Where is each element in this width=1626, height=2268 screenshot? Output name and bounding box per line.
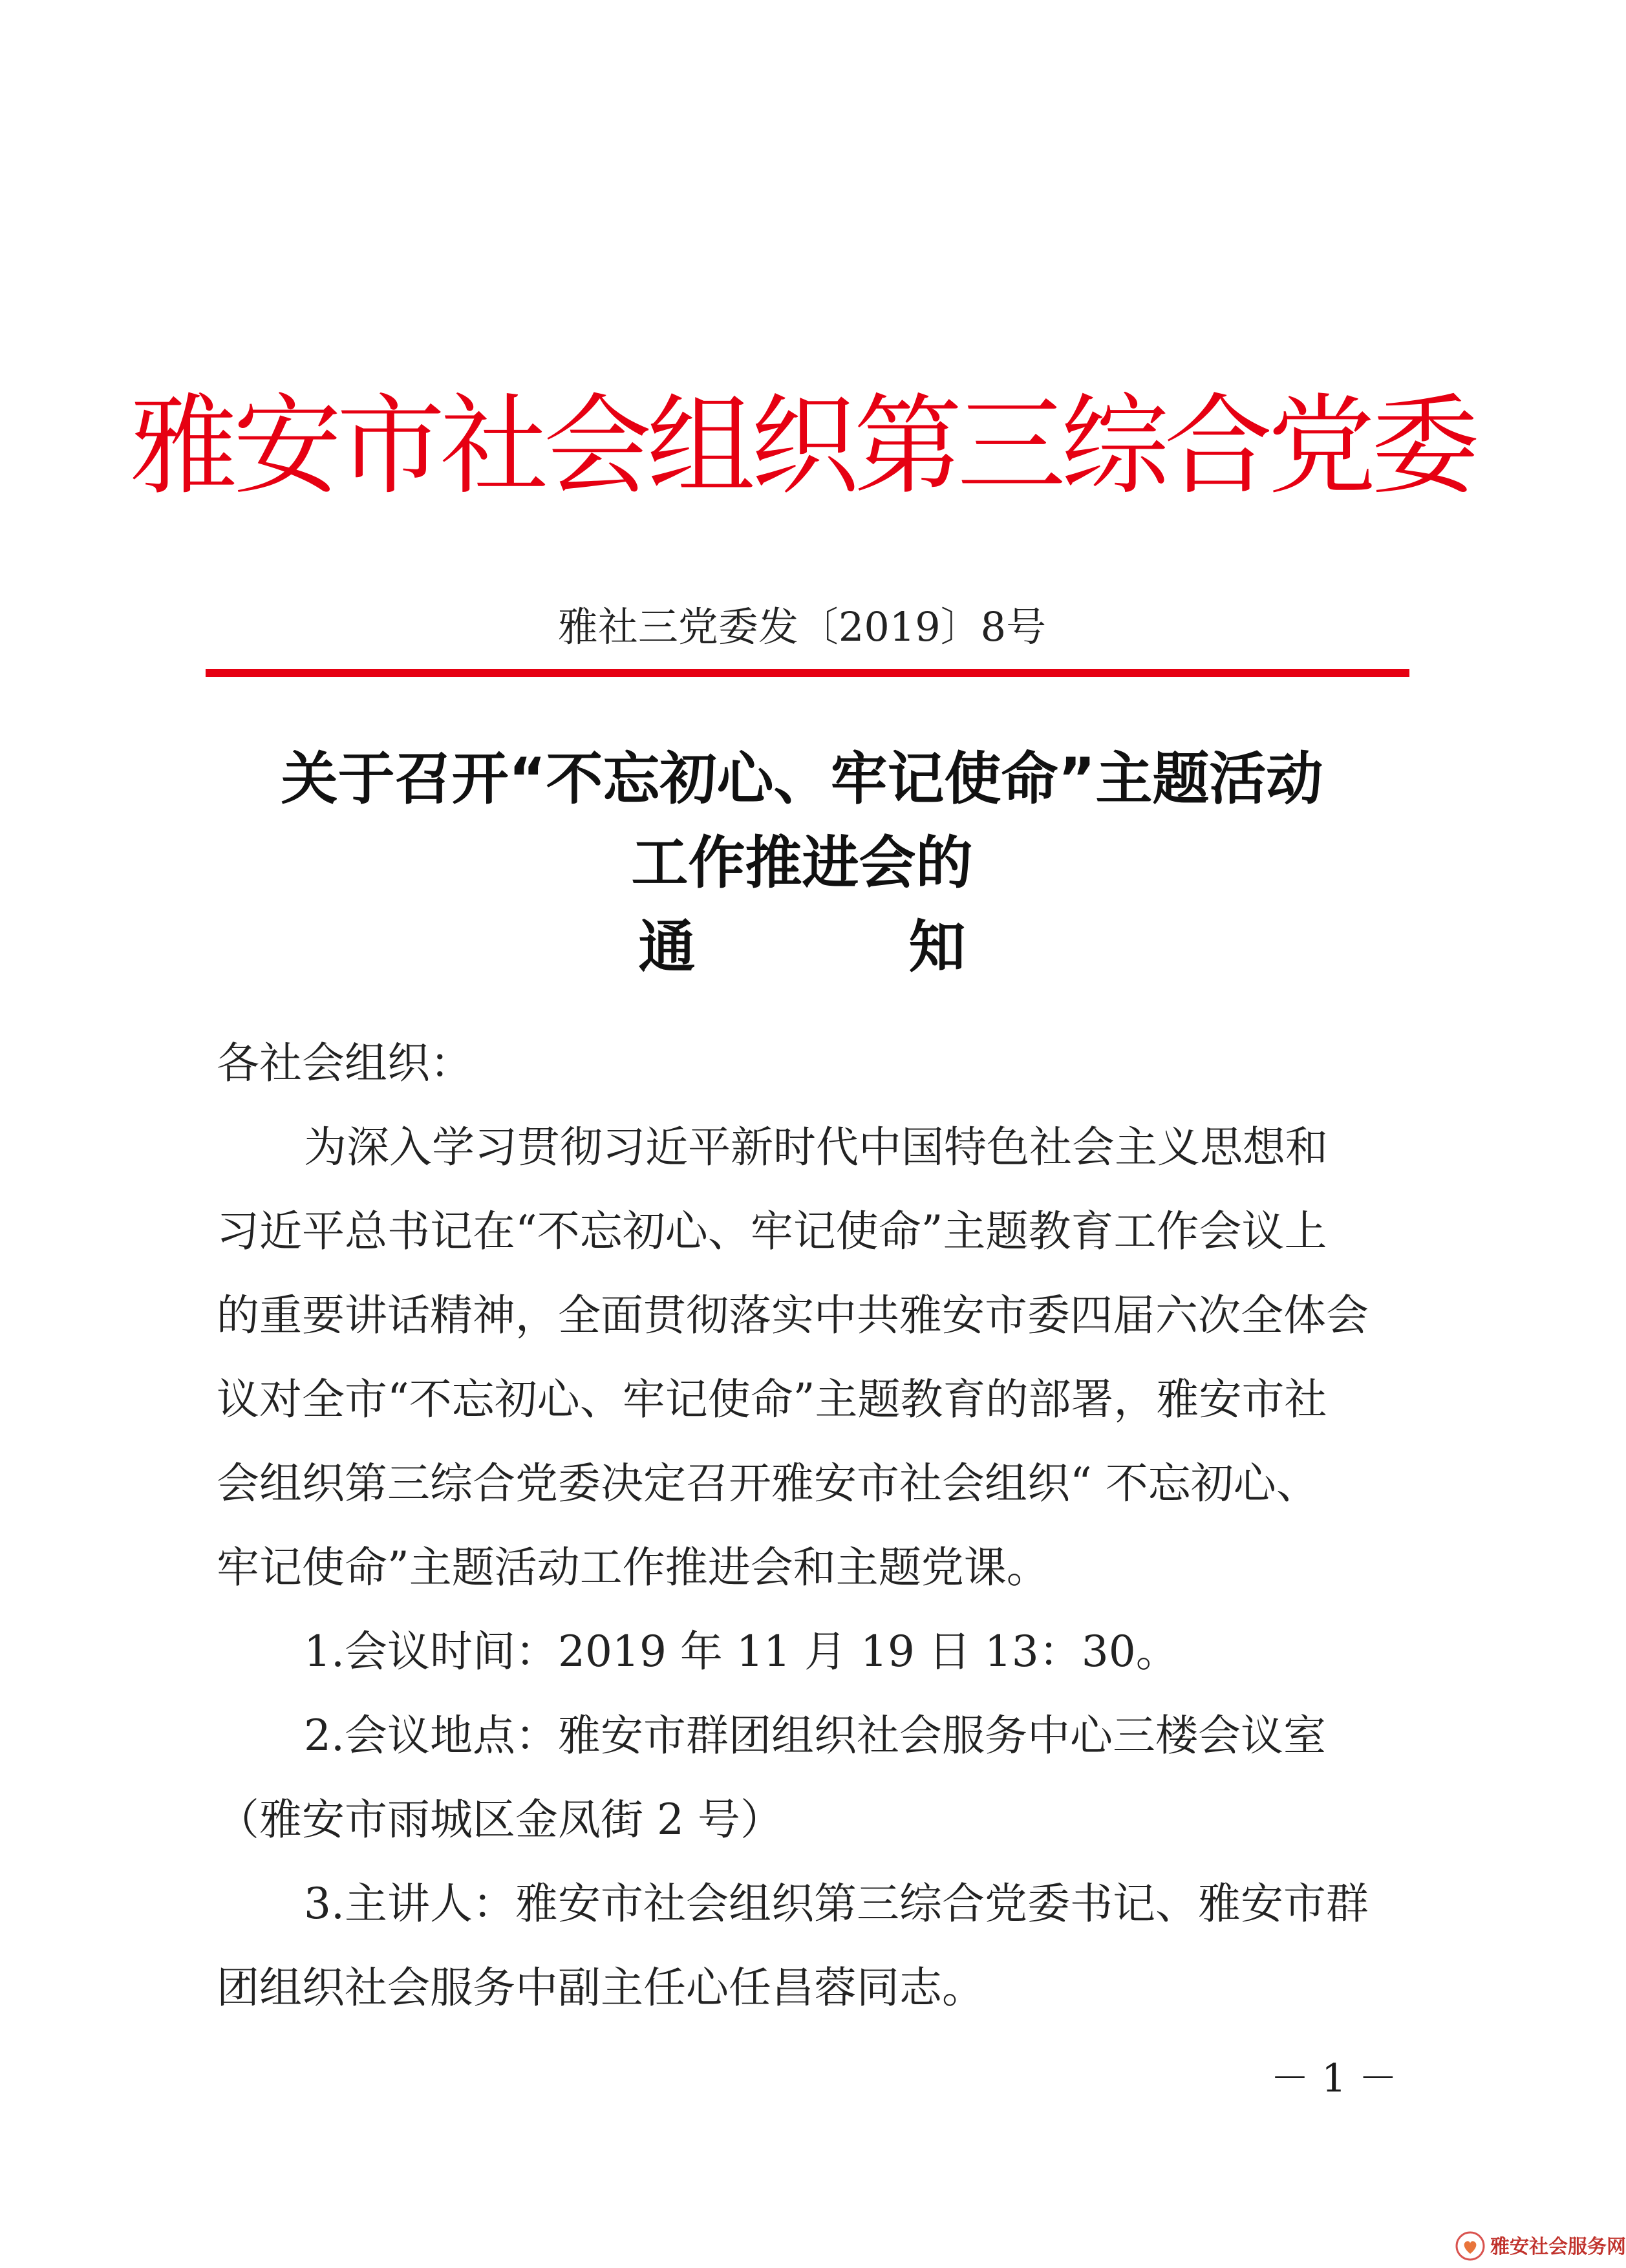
speaker: 3.主讲人：雅安市社会组织第三综合党委书记、雅安市群 bbox=[304, 1879, 1369, 1929]
red-separator-line bbox=[206, 669, 1409, 677]
notice-title-line-1: 关于召开“不忘初心、牢记使命”主题活动 bbox=[281, 745, 1323, 812]
notice-title-line-3 bbox=[0, 912, 1604, 983]
issuing-organization-title: 雅安市社会组织第三综合党委 bbox=[129, 383, 1475, 509]
salutation: 各社会组织： bbox=[217, 1038, 473, 1088]
watermark-logo-icon bbox=[1455, 2231, 1486, 2262]
body-line: 的重要讲话精神，全面贯彻落实中共雅安市委四届六次全体会 bbox=[217, 1290, 1369, 1340]
body-line: 为深入学习贯彻习近平新时代中国特色社会主义思想和 bbox=[304, 1122, 1328, 1172]
notice-title-char-2: 知 bbox=[908, 914, 966, 980]
page-number: － 1 － bbox=[1270, 2056, 1398, 2101]
speaker-continued: 团组织社会服务中副主任心任昌蓉同志。 bbox=[217, 1963, 985, 2013]
notice-title-line-2: 工作推进会的 bbox=[631, 829, 973, 896]
document-number: 雅社三党委发〔2019〕8号 bbox=[557, 603, 1047, 650]
body-line: 牢记使命”主题活动工作推进会和主题党课。 bbox=[217, 1543, 1049, 1592]
body-line: 习近平总书记在“不忘初心、牢记使命”主题教育工作会议上 bbox=[217, 1206, 1327, 1256]
meeting-location-address: （雅安市雨城区金凤街 2 号） bbox=[217, 1795, 783, 1845]
meeting-location: 2.会议地点：雅安市群团组织社会服务中心三楼会议室 bbox=[304, 1711, 1326, 1760]
watermark-site-name: 雅安社会服务网 bbox=[1490, 2236, 1626, 2258]
notice-title-char-1: 通 bbox=[638, 914, 696, 980]
body-line: 议对全市“不忘初心、牢记使命”主题教育的部署，雅安市社 bbox=[217, 1375, 1327, 1424]
meeting-time: 1.会议时间：2019 年 11 月 19 日 13：30。 bbox=[304, 1627, 1179, 1676]
body-line: 会组织第三综合党委决定召开雅安市社会组织“ 不忘初心、 bbox=[217, 1459, 1319, 1508]
